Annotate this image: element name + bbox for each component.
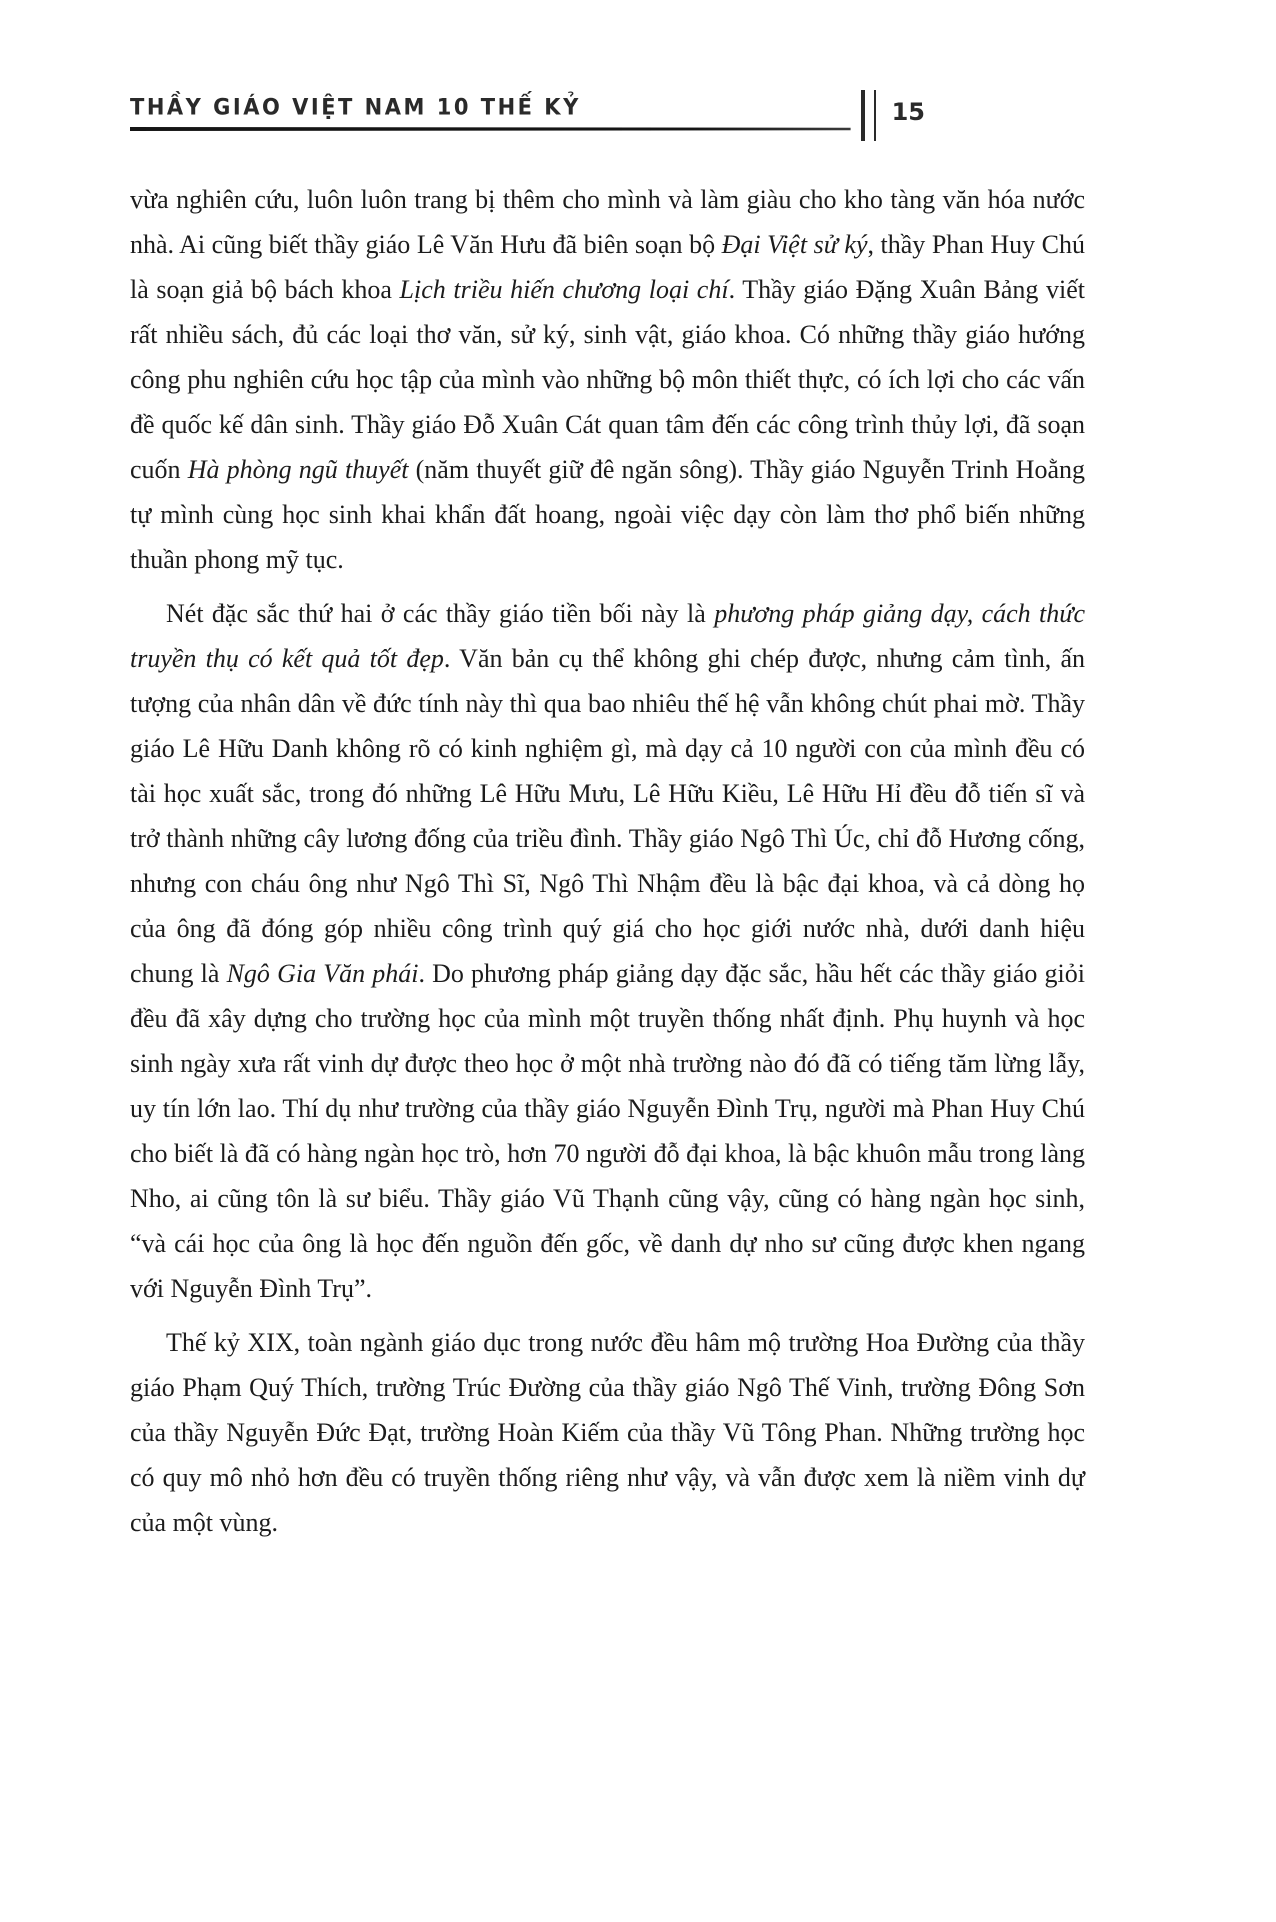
italic-text-segment: Lịch triều hiến chương loại chí bbox=[399, 275, 729, 304]
page-number: 15 bbox=[891, 97, 925, 126]
text-segment: . Thầy giáo Đặng Xuân Bảng viết rất nhiều sách, đủ các loại thơ văn, sử ký, sinh vật, giáo khoa. Có những thầy giáo hướng công phu nghiên cứu học tập của mình vào những bộ môn thiết thực, có ích lợi cho các vấn đề quốc kế dân sinh. Thầy giáo Đỗ Xuân Cát quan tâm đến các công trình thủy lợi, đã soạn cuốn bbox=[130, 275, 1086, 484]
header-divider-bar bbox=[861, 90, 876, 141]
italic-text-segment: Ngô Gia Văn phái bbox=[226, 959, 419, 988]
text-segment: (năm thuyết giữ đê ngăn sông). Thầy giáo Nguyễn Trinh Hoằng tự mình cùng học sinh khai khẩn đất hoang, ngoài việc dạy còn làm thơ phổ biến những thuần phong mỹ tục. bbox=[130, 455, 1086, 574]
header-rule bbox=[130, 127, 851, 131]
running-header-title: THẦY GIÁO VIỆT NAM 10 THẾ KỶ bbox=[130, 94, 581, 120]
body-text bbox=[130, 177, 1085, 1545]
italic-text-segment: phương pháp giảng dạy, cách thức truyền thụ có kết quả tốt đẹp bbox=[130, 599, 1085, 673]
page-header bbox=[130, 96, 925, 131]
text-segment: vừa nghiên cứu, luôn luôn trang bị thêm cho mình và làm giàu cho kho tàng văn hóa nước nhà. Ai cũng biết thầy giáo Lê Văn Hưu đã biên soạn bộ bbox=[130, 185, 1085, 259]
text-segment: Thế kỷ XIX, toàn ngành giáo dục trong nước đều hâm mộ trường Hoa Đường của thầy giáo Phạm Quý Thích, trường Trúc Đường của thầy giáo Ngô Thế Vinh, trường Đông Sơn của thầy Nguyễn Đức Đạt, trường Hoàn Kiếm của thầy Vũ Tông Phan. Những trường học có quy mô nhỏ hơn đều có truyền thống riêng như vậy, và vẫn được xem là niềm vinh dự của một vùng. bbox=[130, 1328, 1085, 1537]
paragraph bbox=[130, 177, 1085, 582]
header-title-block bbox=[130, 96, 851, 131]
text-segment: Nét đặc sắc thứ hai ở các thầy giáo tiền bối này là bbox=[166, 599, 715, 628]
text-segment: , thầy Phan Huy Chú là soạn giả bộ bách khoa bbox=[130, 230, 1086, 304]
italic-text-segment: Đại Việt sử ký bbox=[721, 230, 868, 259]
italic-text-segment: Hà phòng ngũ thuyết bbox=[187, 455, 409, 484]
text-segment: . Do phương pháp giảng dạy đặc sắc, hầu hết các thầy giáo giỏi đều đã xây dựng cho trường học của mình một truyền thống nhất định. Phụ huynh và học sinh ngày xưa rất vinh dự được theo học ở một nhà trường nào đó đã có tiếng tăm lừng lẫy, uy tín lớn lao. Thí dụ như trường của thầy giáo Nguyễn Đình Trụ, người mà Phan Huy Chú cho biết là đã có hàng ngàn học trò, hơn 70 người đỗ đại khoa, là bậc khuôn mẫu trong làng Nho, ai cũng tôn là sư biểu. Thầy giáo Vũ Thạnh cũng vậy, cũng có hàng ngàn học sinh, “và cái học của ông là học đến nguồn đến gốc, về danh dự nho sư cũng được khen ngang với Nguyễn Đình Trụ”. bbox=[130, 959, 1085, 1303]
text-segment: . Văn bản cụ thể không ghi chép được, nhưng cảm tình, ấn tượng của nhân dân về đức tính này thì qua bao nhiêu thế hệ vẫn không chút phai mờ. Thầy giáo Lê Hữu Danh không rõ có kinh nghiệm gì, mà dạy cả 10 người con của mình đều có tài học xuất sắc, trong đó những Lê Hữu Mưu, Lê Hữu Kiều, Lê Hữu Hỉ đều đỗ tiến sĩ và trở thành những cây lương đống của triều đình. Thầy giáo Ngô Thì Úc, chỉ đỗ Hương cống, nhưng con cháu ông như Ngô Thì Sĩ, Ngô Thì Nhậm đều là bậc đại khoa, và cả dòng họ của ông đã đóng góp nhiều công trình quý giá cho học giới nước nhà, dưới danh hiệu chung là bbox=[130, 644, 1085, 988]
paragraph bbox=[130, 591, 1085, 1311]
paragraph bbox=[130, 1320, 1085, 1545]
